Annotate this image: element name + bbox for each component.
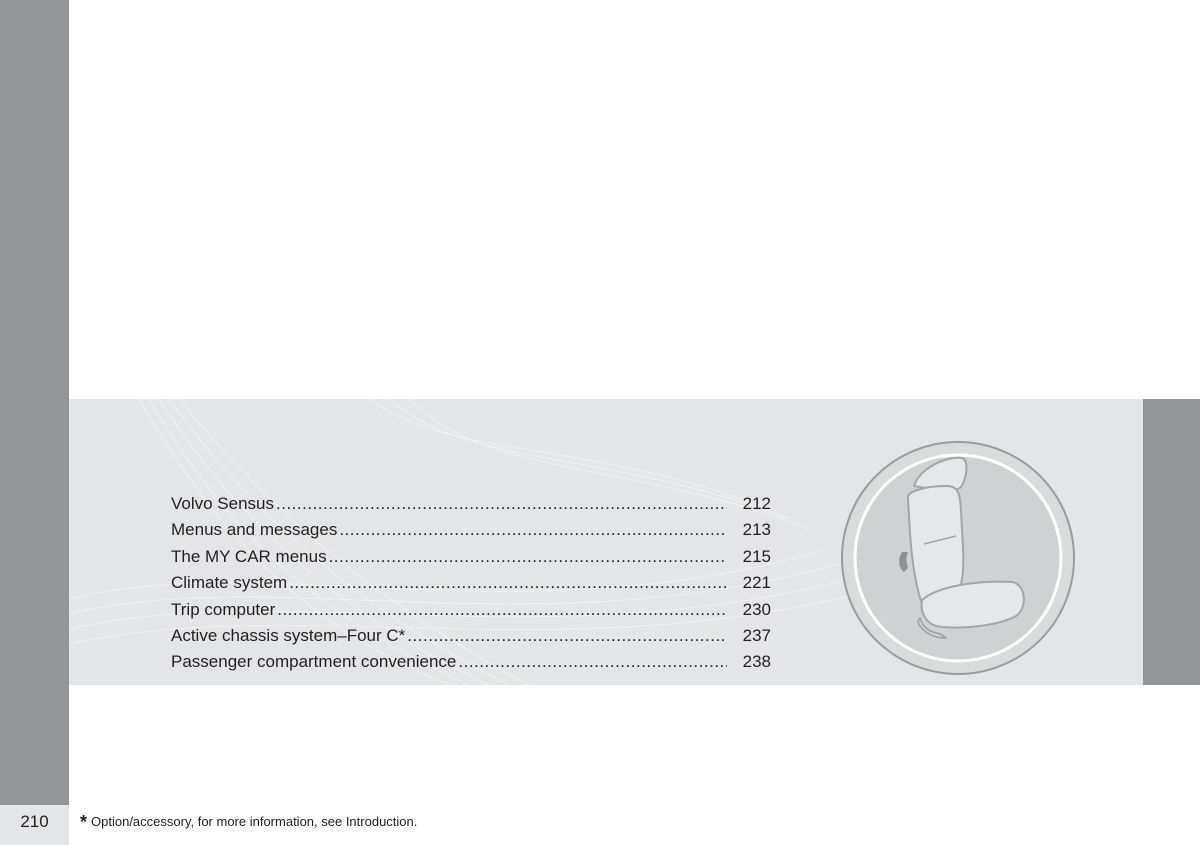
toc-entry[interactable]: [171, 517, 771, 543]
toc-leader-dots: [407, 623, 727, 649]
toc-leader-dots: [458, 649, 727, 675]
table-of-contents: [171, 491, 771, 676]
toc-entry-title: Climate system: [171, 573, 288, 593]
toc-leader-dots: [329, 544, 727, 570]
toc-entry[interactable]: [171, 623, 771, 649]
toc-entry-page: 230: [742, 599, 771, 619]
toc-entry-title: Volvo Sensus: [171, 494, 275, 513]
toc-entry-title: The MY CAR menus: [171, 546, 327, 566]
car-seat-icon: [828, 440, 1094, 681]
toc-entry-page: 237: [742, 625, 771, 645]
toc-entry[interactable]: [171, 570, 771, 596]
toc-leader-dots: [277, 597, 727, 623]
footnote: [80, 812, 417, 832]
toc-entry[interactable]: [171, 597, 771, 623]
toc-leader-dots: [289, 570, 727, 596]
toc-entry-title: Trip computer: [171, 599, 276, 619]
chapter-side-tab: [1143, 399, 1200, 685]
toc-entry-page: 213: [742, 520, 771, 540]
toc-entry[interactable]: [171, 649, 771, 675]
toc-leader-dots: [276, 491, 727, 517]
page-number: 210: [0, 805, 69, 845]
toc-entry-title: Active chassis system–Four C*: [171, 625, 406, 645]
toc-entry-page: 238: [742, 652, 771, 672]
toc-entry-title: Menus and messages: [171, 520, 338, 540]
toc-entry-page: 215: [742, 546, 771, 566]
toc-entry-page: 221: [742, 573, 771, 593]
toc-entry[interactable]: [171, 544, 771, 570]
toc-entry[interactable]: [171, 491, 771, 517]
footnote-asterisk: *: [80, 812, 88, 832]
footnote-text: Option/accessory, for more information, see Introduction.: [91, 814, 418, 829]
toc-entry-title: Passenger compartment convenience: [171, 652, 457, 672]
left-margin-bar: [0, 0, 69, 805]
toc-leader-dots: [339, 517, 727, 543]
toc-entry-page: 212: [742, 494, 771, 513]
